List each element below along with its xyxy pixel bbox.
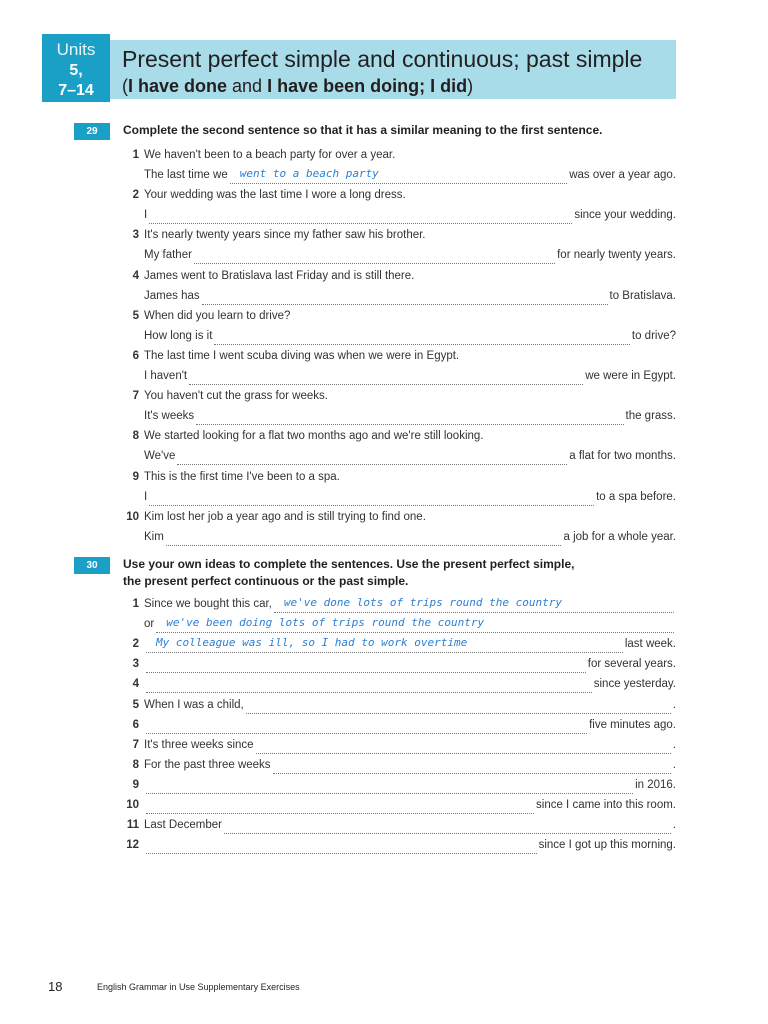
item-number: 10 [126, 510, 139, 523]
item-number: 4 [132, 269, 139, 282]
sentence-ending: a flat for two months. [569, 450, 676, 463]
prompt-text: Last December [144, 819, 222, 832]
sentence-ending: to drive? [631, 329, 676, 342]
answer-blank[interactable] [146, 840, 537, 854]
original-sentence [123, 508, 676, 526]
sentence-ending: for nearly twenty years. [557, 249, 676, 262]
exercise-30-instruction [123, 556, 683, 590]
answer-blank[interactable] [177, 451, 567, 465]
answer-blank[interactable] [149, 210, 572, 224]
answer-blank[interactable] [146, 800, 534, 814]
item-number: 8 [132, 758, 139, 771]
original-sentence [123, 226, 676, 244]
answer-row [123, 615, 676, 633]
sentence-text: Kim lost her job a year ago and is still trying to find one. [144, 510, 426, 523]
item-number: 1 [132, 149, 139, 161]
original-sentence [123, 307, 676, 325]
sentence-text: It's nearly twenty years since my father saw his brother. [144, 229, 426, 242]
answer-blank[interactable] [256, 740, 671, 754]
handwritten-answer: we've been doing lots of trips round the country [166, 616, 485, 630]
subtitle-open: ( [122, 76, 128, 96]
exercise-30-badge: 30 [74, 557, 110, 574]
sentence-ending: a job for a whole year. [563, 530, 676, 543]
answer-blank[interactable] [156, 616, 674, 633]
prompt-text: How long is it [144, 329, 213, 342]
units-badge [42, 34, 110, 102]
prompt-text: It's weeks [144, 410, 195, 423]
answer-row [123, 816, 676, 834]
answer-row [123, 488, 676, 506]
prompt-text: Since we bought this car, [144, 598, 272, 610]
sentence-text: We started looking for a flat two months ago and we're still looking. [144, 430, 484, 443]
subtitle-and: and [227, 76, 268, 96]
units-nums: 5, [69, 62, 83, 79]
item-number: 9 [132, 778, 139, 791]
prompt-text: My father [144, 249, 192, 262]
answer-blank[interactable] [274, 596, 674, 613]
title-band [110, 40, 676, 99]
exercise-29-instruction: Complete the second sentence so that it has a similar meaning to the first sentence. [123, 123, 603, 137]
sentence-text: Your wedding was the last time I wore a long dress. [144, 189, 406, 202]
answer-blank[interactable] [273, 760, 671, 774]
answer-blank[interactable] [146, 720, 587, 734]
item-number: 9 [132, 470, 139, 483]
item-number: 6 [132, 718, 139, 731]
prompt-text: We've [144, 450, 176, 463]
exercise-30-instruction-line-2: the present perfect continuous or the past simple. [123, 574, 409, 588]
original-sentence [123, 146, 676, 164]
exercise-30-instruction-line-1: Use your own ideas to complete the sentences. Use the present perfect simple, [123, 557, 575, 571]
item-number: 6 [132, 350, 139, 362]
prompt-text: I [144, 209, 148, 222]
answer-blank[interactable] [202, 291, 608, 305]
prompt-text: For the past three weeks [144, 758, 271, 771]
sentence-ending: since your wedding. [574, 209, 676, 222]
item-number: 3 [132, 229, 139, 242]
sentence-ending: we were in Egypt. [585, 370, 676, 382]
sentence-ending: five minutes ago. [589, 718, 676, 731]
answer-blank[interactable] [146, 659, 586, 673]
item-number: 10 [126, 799, 139, 811]
prompt-text: When I was a child, [144, 698, 244, 711]
sentence-ending: last week. [624, 638, 676, 651]
sentence-ending: . [672, 819, 676, 832]
sentence-ending: was over a year ago. [569, 169, 676, 181]
answer-row [123, 736, 676, 754]
answer-blank[interactable] [146, 780, 633, 794]
original-sentence [123, 427, 676, 445]
subtitle-close: ) [467, 76, 474, 96]
sentence-ending: since I got up this morning. [538, 839, 676, 852]
prompt-text: I haven't [144, 370, 188, 382]
answer-row [123, 327, 676, 345]
units-range: 7–14 [58, 82, 94, 99]
item-number: 12 [126, 839, 139, 852]
answer-blank[interactable] [214, 331, 630, 345]
answer-blank[interactable] [230, 167, 568, 184]
answer-blank[interactable] [224, 820, 671, 834]
sentence-ending: to a spa before. [596, 490, 676, 503]
original-sentence [123, 347, 676, 365]
answer-blank[interactable] [166, 532, 562, 546]
sentence-ending: to Bratislava. [609, 289, 676, 302]
answer-row [123, 595, 676, 613]
sentence-ending: for several years. [587, 658, 676, 671]
answer-row [123, 166, 676, 184]
item-number: 8 [132, 430, 139, 443]
handwritten-answer: My colleague was ill, so I had to work overtime [156, 636, 468, 650]
answer-row [123, 447, 676, 465]
item-number: 4 [132, 678, 139, 691]
answer-row [123, 696, 676, 714]
page-number: 18 [48, 979, 63, 994]
sentence-ending: since I came into this room. [536, 799, 676, 811]
answer-row [123, 367, 676, 385]
original-sentence [123, 267, 676, 285]
answer-row [123, 287, 676, 305]
sentence-text: James went to Bratislava last Friday and is still there. [144, 269, 415, 282]
book-title: English Grammar in Use Supplementary Exercises [97, 982, 300, 992]
subtitle-b: I have been doing; I did [267, 76, 468, 96]
item-number: 11 [126, 819, 139, 832]
answer-row [123, 796, 676, 814]
sentence-text: We haven't been to a beach party for over a year. [144, 149, 396, 161]
sentence-ending: since yesterday. [593, 678, 676, 691]
item-number: 2 [132, 189, 139, 202]
sentence-text: You haven't cut the grass for weeks. [144, 390, 328, 403]
prompt-text: The last time we [144, 169, 228, 181]
sentence-ending: in 2016. [635, 778, 676, 791]
sentence-ending: the grass. [625, 410, 676, 423]
prompt-text: I [144, 490, 148, 503]
original-sentence [123, 468, 676, 486]
handwritten-answer: went to a beach party [239, 167, 379, 180]
item-number: 5 [132, 698, 139, 711]
sentence-ending: . [672, 698, 676, 711]
original-sentence [123, 387, 676, 405]
item-number: 1 [132, 598, 139, 610]
sentence-ending: . [672, 738, 676, 751]
item-number: 7 [132, 390, 139, 403]
item-number: 3 [132, 658, 139, 671]
item-number: 5 [132, 309, 139, 322]
answer-row [123, 407, 676, 425]
prompt-text: It's three weeks since [144, 738, 254, 751]
answer-row [123, 675, 676, 693]
page-title: Present perfect simple and continuous; past simple [122, 46, 643, 72]
sentence-ending: . [672, 758, 676, 771]
handwritten-answer: we've done lots of trips round the country [283, 596, 563, 609]
answer-blank[interactable] [196, 411, 623, 425]
answer-row [123, 655, 676, 673]
units-numbers [42, 61, 110, 101]
prompt-text: Kim [144, 530, 164, 543]
answer-row [123, 528, 676, 546]
item-number: 7 [132, 738, 139, 751]
answer-blank[interactable] [149, 492, 594, 506]
answer-blank[interactable] [146, 636, 623, 653]
answer-row [123, 836, 676, 854]
answer-blank[interactable] [246, 700, 671, 714]
page-subtitle [122, 76, 473, 97]
answer-row [123, 716, 676, 734]
answer-blank[interactable] [189, 371, 583, 385]
answer-row [123, 246, 676, 264]
answer-row [123, 206, 676, 224]
answer-row [123, 635, 676, 653]
answer-row [123, 756, 676, 774]
answer-row [123, 776, 676, 794]
sentence-text: This is the first time I've been to a spa. [144, 470, 340, 483]
prompt-text: or [144, 618, 155, 631]
units-word: Units [56, 40, 96, 59]
answer-blank[interactable] [146, 679, 592, 693]
answer-blank[interactable] [194, 250, 555, 264]
exercise-29-badge: 29 [74, 123, 110, 140]
original-sentence [123, 186, 676, 204]
prompt-text: James has [144, 289, 200, 302]
item-number: 2 [132, 638, 139, 651]
sentence-text: When did you learn to drive? [144, 309, 291, 322]
sentence-text: The last time I went scuba diving was when we were in Egypt. [144, 350, 460, 362]
subtitle-a: I have done [128, 76, 228, 96]
